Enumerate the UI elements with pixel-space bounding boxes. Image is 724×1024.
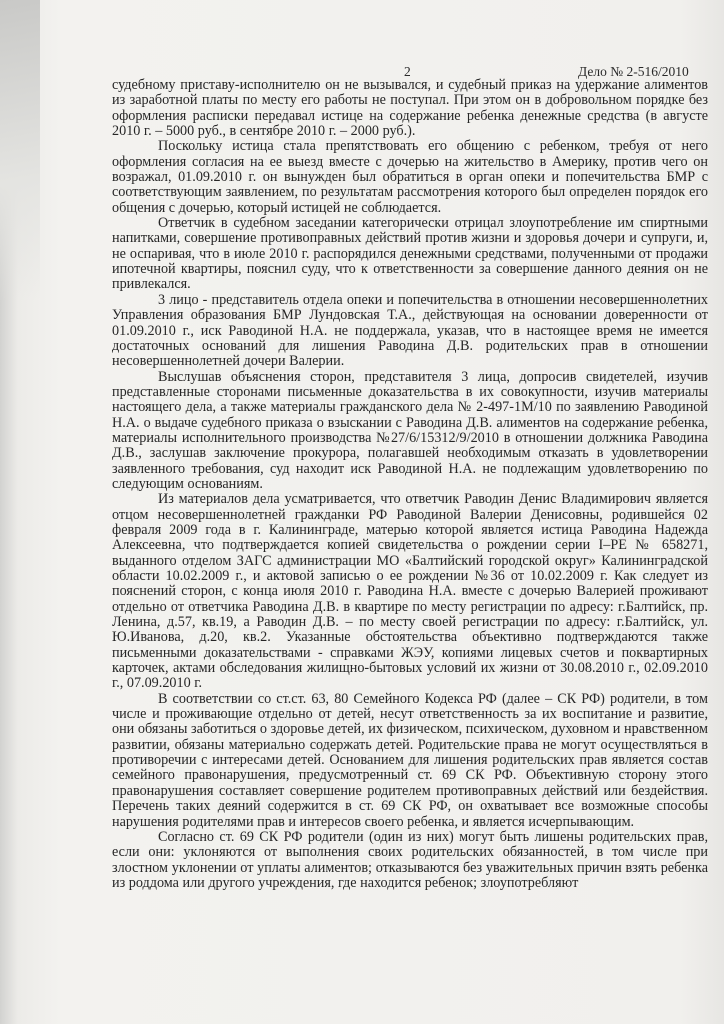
paragraph-defendant-testimony: Ответчик в судебном заседании категорически отрицал злоупотребление им спиртными напитками, совершение противоправных действий против жизни и здоровья дочери и супруги, и, не оспаривая, что в июле 2010 г. распорядился денежными средствами, полученными от продажи ипотечной квартиры, пояснил суду, что к ответственности за совершение данного деяния он не привлекался. <box>112 215 708 293</box>
paragraph-court-reasoning: Выслушав объяснения сторон, представителя 3 лица, допросив свидетелей, изучив представленные сторонами письменные доказательства в их совокупности, изучив материалы настоящего дела, а также материалы гражданского дела № 2-497-1М/10 по заявлению Раводиной Н.А. о выдаче судебного приказа о взыскании с Раводина Д.В. алиментов на содержание ребенка, материалы исполнительного производства №27/6/15312/9/2010 в отношении должника Раводина Д.В., заслушав заключение прокурора, полагавшей необходимым отказать в удовлетворении заявленного требования, суд находит иск Раводиной Н.А. не подлежащим удовлетворению по следующим основаниям. <box>112 368 708 492</box>
page-fold-shadow <box>0 0 40 300</box>
paragraph-case-facts: Из материалов дела усматривается, что ответчик Раводин Денис Владимирович является отцом несовершеннолетней гражданки РФ Раводиной Валерии Денисовны, родившейся 02 февраля 2009 года в г. Калининграде, матерью которой является истица Раводина Надежда Алексеевна, что подтверждается копией свидетельства о рождении серии I–РЕ № 658271, выданного отделом ЗАГС администрации МО «Балтийский городской округ» Калининградской области 10.02.2009 г., и актовой записью о ее рождении №36 от 10.02.2009 г. Как следует из пояснений сторон, с конца июля 2010 г. Раводина Н.А. вместе с дочерью Валерией проживают отдельно от ответчика Раводина Д.В. в квартире по месту регистрации по адресу: г.Балтийск, пр. Ленина, д.57, кв.19, а Раводин Д.В. – по месту своей регистрации по адресу: г.Балтийск, ул. Ю.Иванова, д.20, кв.2. Указанные обстоятельства объективно подтверждаются также письменными доказательствами - справками ЖЭУ, копиями лицевых счетов и поквартирных карточек, актами обследования жилищно-бытовых условий их жизни от 30.08.2010 г., 02.09.2010 г., 07.09.2010 г. <box>112 491 708 692</box>
page-number: 2 <box>404 64 411 79</box>
paragraph-family-code: В соответствии со ст.ст. 63, 80 Семейного Кодекса РФ (далее – СК РФ) родители, в том числе и проживающие отдельно от детей, несут ответственность за их воспитание и развитие, они обязаны заботиться о здоровье детей, их физическом, психическом, духовном и нравственном развитии, обязаны материально содержать детей. Родительские права не могут осуществляться в противоречии с интересами детей. Основанием для лишения родительских прав является состав семейного правонарушения, предусмотренный ст. 69 СК РФ. Объективную сторону этого правонарушения составляет совершение родителем противоправных действий или бездействия. Перечень таких деяний содержится в ст. 69 СК РФ, он охватывает все возможные способы нарушения родителями прав и интересов своего ребенка, и является исчерпывающим. <box>112 690 708 830</box>
case-number: Дело № 2-516/2010 <box>578 64 689 79</box>
paragraph-guardianship-position: 3 лицо - представитель отдела опеки и попечительства в отношении несовершеннолетних Управления образования БМР Лундовская Т.А., действующая на основании доверенности от 01.09.2010 г., иск Раводиной Н.А. не поддержала, указав, что в настоящее время не имеется достаточных оснований для лишения Раводина Д.В. родительских прав в отношении несовершеннолетней дочери Валерии. <box>112 291 708 370</box>
paragraph-plaintiff-obstruction: Поскольку истица стала препятствовать его общению с ребенком, требуя от него оформления согласия на ее выезд вместе с дочерью на жительство в Америку, против чего он возражал, 01.09.2010 г. он вынужден был обратиться в орган опеки и попечительства БМР с соответствующим заявлением, по результатам рассмотрения которого был определен порядок его общения с дочерью, который истицей не соблюдается. <box>112 138 708 216</box>
paragraph-continuation: судебному приставу-исполнителю он не вызывался, и судебный приказ на удержание алиментов из заработной платы по месту его работы не поступал. При этом он в добровольном порядке без оформления расписки передавал истице на содержание ребенка денежные средства (в августе 2010 г. – 5000 руб., в сентябре 2010 г. – 2000 руб.). <box>112 77 708 140</box>
paragraph-article-69: Согласно ст. 69 СК РФ родители (один из них) могут быть лишены родительских прав, если они: уклоняются от выполнения своих родительских обязанностей, в том числе при злостном уклонении от уплаты алиментов; отказываются без уважительных причин взять ребенка из роддома или другого учреждения, где находится ребенок; злоупотребляют <box>112 828 708 891</box>
document-body <box>112 78 708 891</box>
